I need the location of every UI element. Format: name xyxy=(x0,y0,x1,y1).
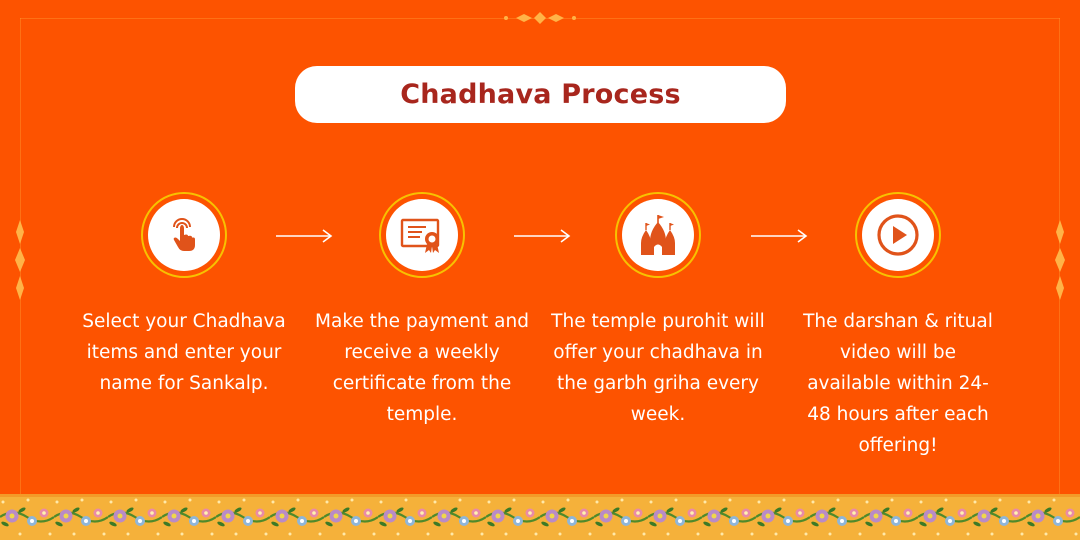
page-title: Chadhava Process xyxy=(400,79,681,110)
icon-ring xyxy=(855,192,941,278)
title-pill xyxy=(295,66,786,123)
floral-border-icon xyxy=(0,494,1080,540)
certificate-icon xyxy=(400,215,444,255)
step-description: Select your Chadhava items and enter your name for Sankalp. xyxy=(82,311,286,394)
icon-disc xyxy=(622,199,694,271)
tap-hand-icon xyxy=(164,215,204,255)
step-temple-offering xyxy=(543,192,773,430)
step-payment xyxy=(307,192,537,430)
temple-icon xyxy=(637,213,679,257)
icon-ring xyxy=(615,192,701,278)
icon-disc xyxy=(148,199,220,271)
icon-ring xyxy=(141,192,227,278)
top-ornament-icon xyxy=(500,10,580,26)
step-select-items xyxy=(69,192,299,399)
step-description: The temple purohit will offer your chadhava in the garbh griha every week. xyxy=(551,311,765,425)
left-ornament-icon xyxy=(14,220,26,300)
step-description: The darshan & ritual video will be available within 24-48 hours after each offering! xyxy=(803,311,993,456)
icon-disc xyxy=(386,199,458,271)
icon-ring xyxy=(379,192,465,278)
right-ornament-icon xyxy=(1054,220,1066,300)
icon-disc xyxy=(862,199,934,271)
step-description: Make the payment and receive a weekly certificate from the temple. xyxy=(315,311,529,425)
step-darshan-video xyxy=(783,192,1013,461)
play-icon xyxy=(876,213,920,257)
